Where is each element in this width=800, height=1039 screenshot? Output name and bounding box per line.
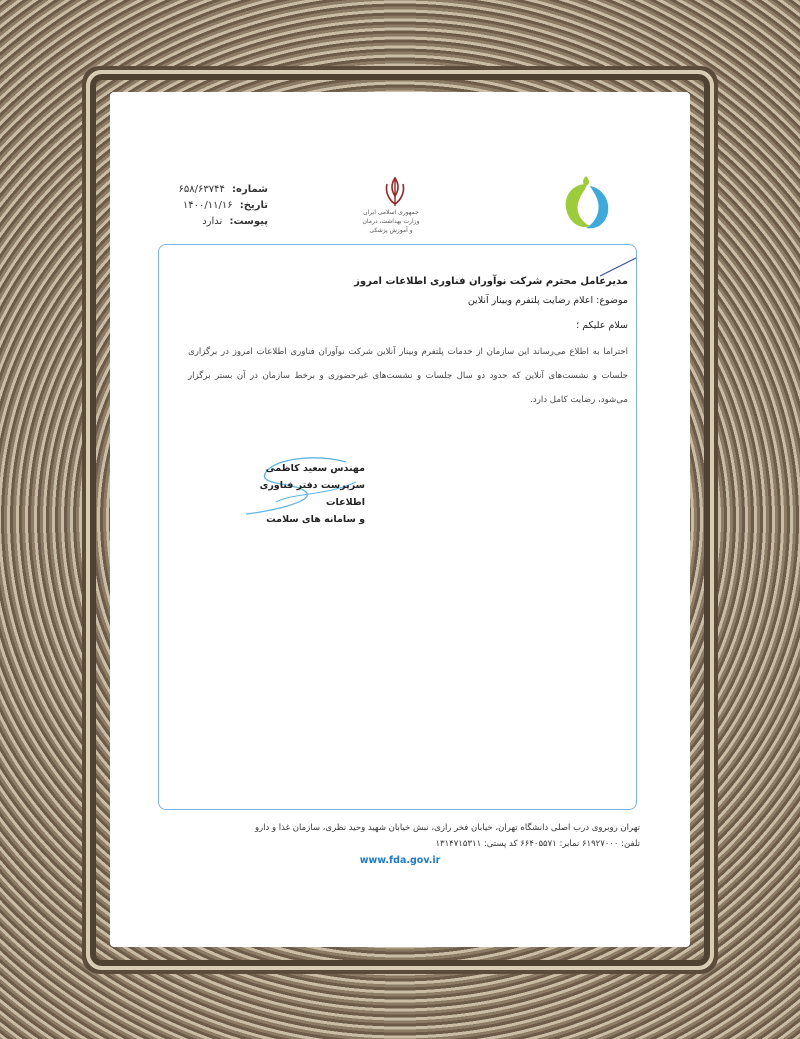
letter-footer (170, 820, 640, 852)
date-row (128, 198, 268, 214)
signatory-name: مهندس سعید کاظمی (265, 463, 365, 474)
letter-addressee: مدیرعامل محترم شرکت نوآوران فناوری اطلاعات امروز (354, 276, 628, 287)
website-link[interactable]: www.fda.gov.ir (359, 855, 441, 866)
date-label: تاریخ: (239, 200, 268, 211)
signatory-title-2: و سامانه های سلامت (266, 514, 365, 525)
ministry-line-1: جمهوری اسلامی ایران (363, 209, 419, 216)
footer-contact: تلفن: ۶۱۹۲۷۰۰۰ نمابر: ۶۶۴۰۵۵۷۱ کد پستی: ۱۳۱۴۷۱۵۳۱۱ (435, 839, 640, 849)
letter-body: احتراما به اطلاع می‌رساند این سازمان از خدمات پلتفرم وبینار آنلاین شرکت نوآوران فناوری اطلاعات امروز در برگزاری جلسات و نشست‌های آنلاین که حدود دو سال جلسات و نشست‌های غیرحضوری و برخط سازمان در آن بستر برگزار می‌شود، رضایت کامل دارد. (188, 347, 628, 405)
attachment-row (128, 214, 268, 230)
fda-logo-icon (552, 172, 622, 238)
signatory-block (255, 460, 365, 528)
attachment-value: ندارد (202, 216, 223, 227)
iran-emblem-icon (375, 176, 415, 208)
signatory-title-1: سرپرست دفتر فناوری اطلاعات (259, 480, 365, 508)
number-value: ۶۵۸/۶۳۷۴۴ (178, 184, 225, 195)
number-row (128, 182, 268, 198)
letter-subject: موضوع: اعلام رضایت پلتفرم وبینار آنلاین (467, 295, 628, 306)
footer-address: تهران روبروی درب اصلی دانشگاه تهران، خیابان فخر رازی، نبش خیابان شهید وحید نظری، سازمان غذا و دارو (254, 823, 640, 833)
number-label: شماره: (232, 184, 268, 195)
ministry-line-2: وزارت بهداشت، درمان (362, 218, 420, 225)
ministry-name (352, 208, 430, 235)
letter-greeting: سلام علیکم ؛ (576, 320, 628, 331)
attachment-label: پیوست: (229, 216, 268, 227)
ministry-line-3: و آموزش پزشکی (369, 227, 413, 234)
letter-header-meta (128, 182, 268, 230)
date-value: ۱۴۰۰/۱۱/۱۶ (182, 200, 233, 211)
